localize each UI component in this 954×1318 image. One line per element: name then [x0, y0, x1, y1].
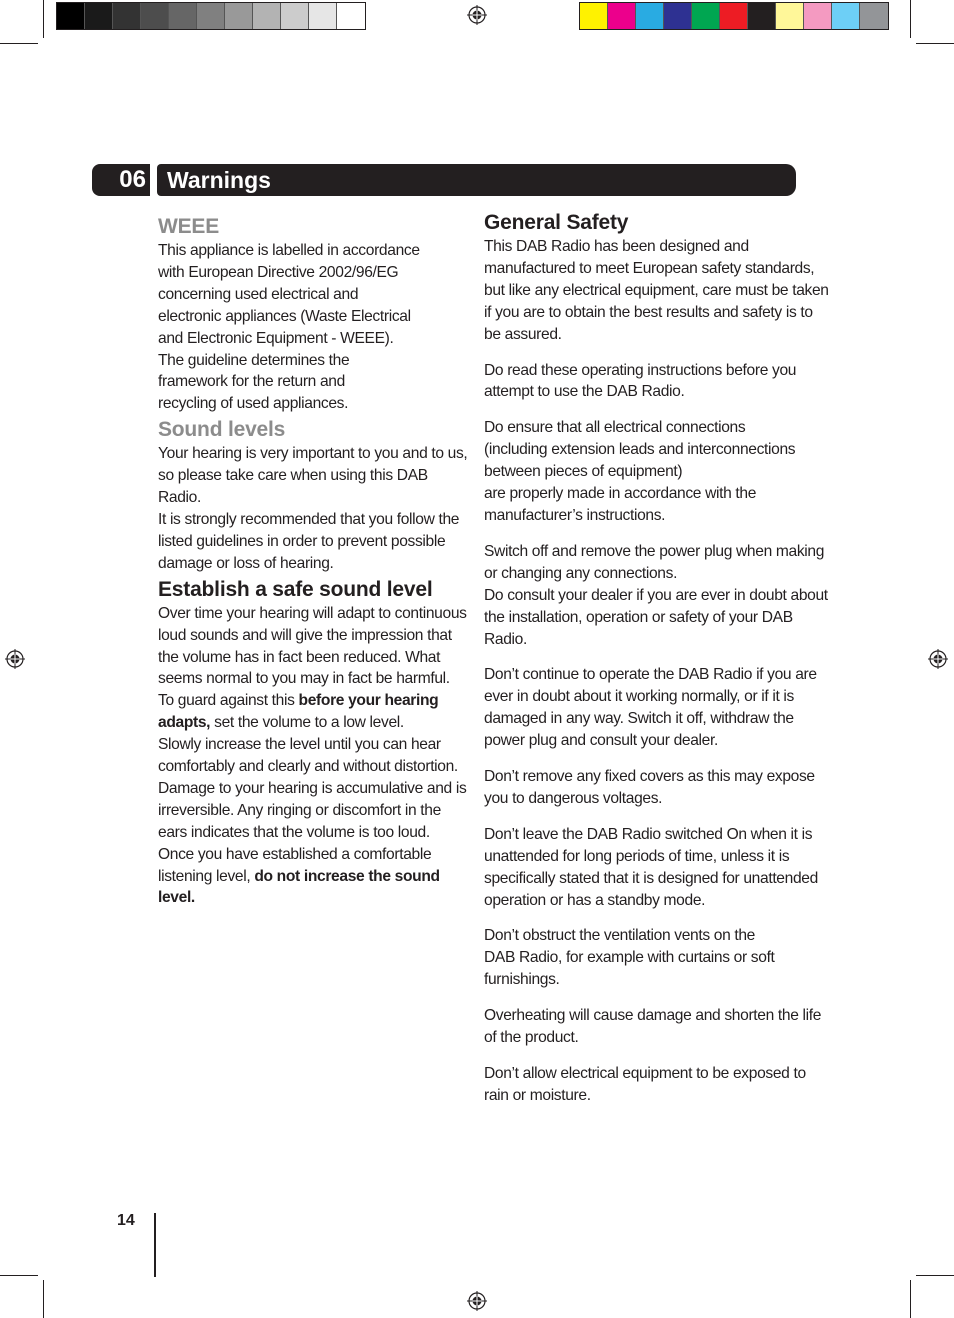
color-swatch	[804, 3, 832, 29]
color-swatch	[337, 3, 365, 29]
color-swatch	[748, 3, 776, 29]
left-column	[158, 214, 468, 909]
color-swatch	[608, 3, 636, 29]
color-swatch	[860, 3, 888, 29]
color-swatch	[309, 3, 337, 29]
emphasis-text: before your hearing adapts,	[158, 692, 439, 732]
safety-paragraph: This DAB Radio has been designed and manufactured to meet European safety standards, but like any electrical equipment, care must be taken if you are to obtain the best results and safety is to be assured.	[484, 238, 829, 343]
section-number: 06	[92, 164, 150, 196]
color-swatch	[197, 3, 225, 29]
color-swatch	[720, 3, 748, 29]
safety-paragraph: Do read these operating instructions before you attempt to use the DAB Radio.	[484, 361, 797, 401]
trim-mark	[43, 0, 44, 38]
weee-heading: WEEE	[158, 215, 220, 238]
color-swatch	[225, 3, 253, 29]
grayscale-color-bar	[56, 2, 366, 30]
color-swatch	[253, 3, 281, 29]
sound-levels-heading: Sound levels	[158, 418, 286, 442]
section-title: Warnings	[157, 164, 796, 196]
trim-mark	[43, 1280, 44, 1318]
text-span: set the volume to a low level.	[210, 714, 404, 732]
safety-paragraph: Don’t obstruct the ventilation vents on the DAB Radio, for example with curtains or soft furnishings.	[484, 927, 775, 989]
safety-paragraph: Don’t continue to operate the DAB Radio if you are ever in doubt about it working normally, or if it is damaged in any way. Switch it off, withdraw the power plug and consult your dealer.	[484, 666, 817, 750]
color-swatch	[636, 3, 664, 29]
general-safety-heading: General Safety	[484, 211, 629, 234]
color-swatch	[664, 3, 692, 29]
color-swatch	[169, 3, 197, 29]
color-swatch	[776, 3, 804, 29]
registration-mark-icon	[467, 5, 487, 25]
page-number-rule	[154, 1213, 156, 1277]
weee-paragraph: This appliance is labelled in accordance with European Directive 2002/96/EG concerning used electrical and electronic appliances (Waste Electrical and Electronic Equipment - WEEE). The guideline determines the framework for the return and recycling of used appliances.	[158, 242, 420, 413]
safety-paragraph: Do ensure that all electrical connections (including extension leads and interconnections between pieces of equipment) are properly made in accordance with the manufacturer’s instructions.	[484, 419, 796, 524]
safety-paragraph: Overheating will cause damage and shorten the life of the product.	[484, 1007, 822, 1047]
color-swatch	[692, 3, 720, 29]
trim-mark	[916, 43, 954, 44]
registration-mark-icon	[928, 649, 948, 669]
color-swatch	[141, 3, 169, 29]
safe-sound-level-paragraph-3	[158, 844, 468, 910]
emphasis-text: do not increase the sound level.	[158, 867, 440, 907]
color-swatch	[113, 3, 141, 29]
sound-levels-paragraph: Your hearing is very important to you and to us, so please take care when using this DAB Radio. It is strongly recommended that you follow the listed guidelines in order to prevent possible damage or loss of hearing.	[158, 445, 468, 572]
right-column	[484, 210, 829, 1107]
safety-paragraph: Don’t remove any fixed covers as this may expose you to dangerous voltages.	[484, 768, 815, 807]
text-span: Over time your hearing will adapt to continuous loud sounds and will give the impression that the volume has in fact been reduced. What seems normal to you may in fact be harmful. To guard against this	[158, 604, 467, 710]
color-swatch	[580, 3, 608, 29]
color-swatch	[85, 3, 113, 29]
page-number: 14	[117, 1212, 135, 1229]
safe-sound-level-paragraph-2: Slowly increase the level until you can hear comfortably and clearly and without distortion. Damage to your hearing is accumulative and is irreversible. Any ringing or discomfort in the ears indicates that the volume is too loud.	[158, 736, 467, 841]
process-color-bar	[579, 2, 889, 30]
color-swatch	[832, 3, 860, 29]
trim-mark	[0, 1275, 38, 1276]
safety-paragraph: Don’t leave the DAB Radio switched On when it is unattended for long periods of time, unless it is specifically stated that it is designed for unattended operation or has a standby mode.	[484, 825, 818, 909]
trim-mark	[916, 1275, 954, 1276]
color-swatch	[57, 3, 85, 29]
safety-paragraph: Don’t allow electrical equipment to be exposed to rain or moisture.	[484, 1065, 806, 1104]
safety-paragraph: Switch off and remove the power plug when making or changing any connections. Do consult your dealer if you are ever in doubt about the installation, operation or safety of your DAB Radio.	[484, 542, 828, 648]
trim-mark	[910, 1280, 911, 1318]
trim-mark	[0, 43, 38, 44]
color-swatch	[281, 3, 309, 29]
safe-sound-level-heading: Establish a safe sound level	[158, 577, 433, 601]
safe-sound-level-paragraph-1	[158, 603, 468, 734]
registration-mark-icon	[467, 1291, 487, 1311]
registration-mark-icon	[5, 649, 25, 669]
trim-mark	[910, 0, 911, 38]
text-span: Once you have established a comfortable listening level,	[158, 845, 432, 885]
